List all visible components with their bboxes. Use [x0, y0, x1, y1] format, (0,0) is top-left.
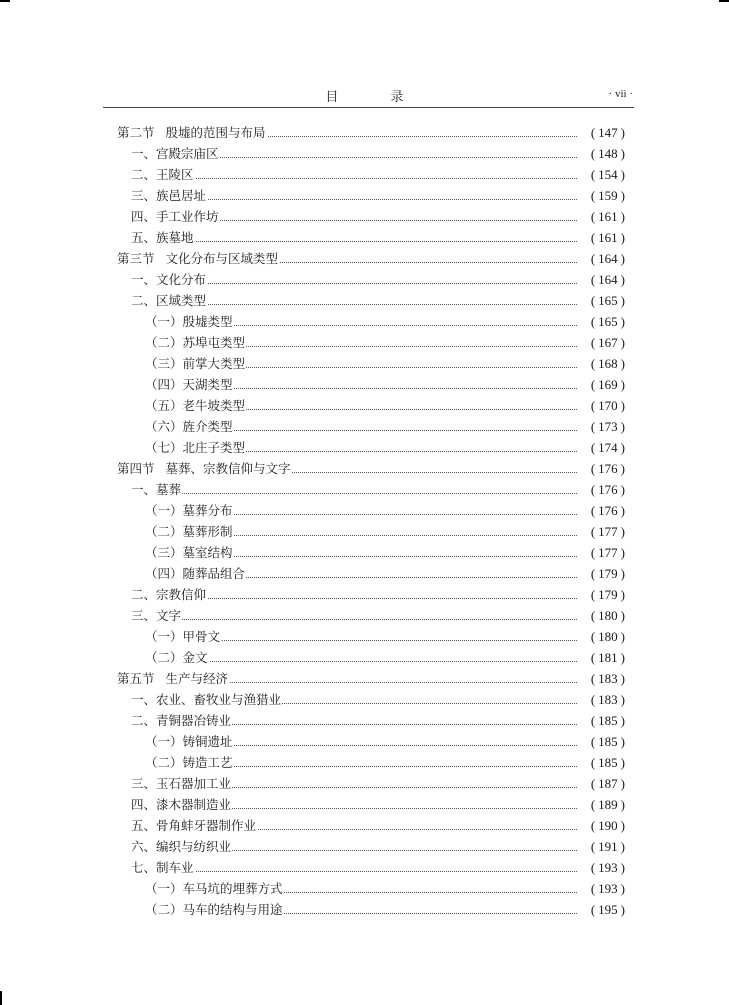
dot-leader: [140, 303, 619, 305]
open-paren: (: [590, 356, 596, 371]
crop-mark-bottom-left: [0, 991, 2, 1005]
page-value: 169: [598, 377, 618, 392]
toc-page-number: [577, 794, 625, 815]
toc-entry-row[interactable]: [0, 773, 729, 794]
open-paren: (: [590, 251, 596, 266]
toc-entry-row[interactable]: [0, 752, 729, 773]
page-value: 165: [598, 293, 618, 308]
page-value: 180: [598, 608, 618, 623]
close-paren: ): [620, 629, 625, 644]
close-paren: ): [620, 440, 625, 455]
toc-entry-row[interactable]: [0, 479, 729, 500]
entry-text: 七、制车业: [131, 860, 194, 875]
entry-text: 二、青铜器冶铸业: [131, 713, 232, 728]
page-value: 179: [598, 587, 618, 602]
dot-leader: [140, 198, 619, 200]
toc-entry-title: [145, 311, 234, 332]
close-paren: ): [620, 419, 625, 434]
toc-entry-row[interactable]: [0, 584, 729, 605]
toc-entry-row[interactable]: [0, 332, 729, 353]
toc-entry-title: [145, 437, 246, 458]
open-paren: (: [590, 167, 596, 182]
close-paren: ): [620, 713, 625, 728]
toc-page-number: [577, 521, 625, 542]
toc-page-number: [577, 248, 625, 269]
entry-text: 三、族邑居址: [131, 188, 207, 203]
dot-leader: [140, 492, 619, 494]
open-paren: (: [590, 482, 596, 497]
page-value: 177: [598, 524, 618, 539]
toc-entry-row[interactable]: [0, 269, 729, 290]
toc-entry-row[interactable]: [0, 185, 729, 206]
toc-entry-row[interactable]: [0, 836, 729, 857]
entry-text: 四、手工业作坊: [131, 209, 219, 224]
toc-page-number: [577, 689, 625, 710]
toc-page-number: [577, 374, 625, 395]
toc-entry-title: [131, 164, 195, 185]
toc-entry-title: [145, 647, 209, 668]
page-value: 159: [598, 188, 618, 203]
open-paren: (: [590, 545, 596, 560]
open-paren: (: [590, 398, 596, 413]
toc-entry-title: [117, 248, 279, 269]
page-value: 147: [598, 125, 618, 140]
toc-entry-title: [145, 626, 221, 647]
section-number: 第三节: [117, 251, 155, 266]
toc-entry-title: [145, 332, 246, 353]
close-paren: ): [620, 902, 625, 917]
entry-text: （一）车马坑的埋葬方式: [145, 881, 283, 896]
page-value: 185: [598, 734, 618, 749]
toc-page-number: [577, 437, 625, 458]
toc-page-number: [577, 122, 625, 143]
close-paren: ): [620, 335, 625, 350]
entry-text: （一）甲骨文: [145, 629, 221, 644]
entry-text: 二、王陵区: [131, 167, 194, 182]
toc-page-number: [577, 542, 625, 563]
toc-entry-title: [131, 857, 195, 878]
toc-page-number: [577, 416, 625, 437]
page-value: 168: [598, 356, 618, 371]
toc-entry-title: [131, 143, 220, 164]
close-paren: ): [620, 545, 625, 560]
toc-entry-row[interactable]: [0, 227, 729, 248]
toc-entry-row[interactable]: [0, 878, 729, 899]
toc-page-number: [577, 185, 625, 206]
close-paren: ): [620, 251, 625, 266]
page-value: 183: [598, 671, 618, 686]
open-paren: (: [590, 839, 596, 854]
dot-leader: [160, 639, 619, 641]
entry-text: （三）前掌大类型: [145, 356, 246, 371]
toc-entry-row[interactable]: [0, 500, 729, 521]
toc-entry-row[interactable]: [0, 626, 729, 647]
toc-entry-title: [131, 206, 220, 227]
entry-text: 殷墟的范围与布局: [165, 125, 266, 140]
toc-entry-row[interactable]: [0, 143, 729, 164]
close-paren: ): [620, 209, 625, 224]
toc-section-row[interactable]: [0, 122, 729, 143]
page-value: 190: [598, 818, 618, 833]
entry-text: （二）马车的结构与用途: [145, 902, 283, 917]
header-divider: [103, 107, 634, 108]
toc-entry-title: [131, 710, 232, 731]
open-paren: (: [590, 881, 596, 896]
entry-text: 五、骨角蚌牙器制作业: [131, 818, 257, 833]
open-paren: (: [590, 755, 596, 770]
entry-text: 一、文化分布: [131, 272, 207, 287]
entry-text: （二）铸造工艺: [145, 755, 233, 770]
close-paren: ): [620, 566, 625, 581]
toc-section-row[interactable]: [0, 458, 729, 479]
section-number: 第二节: [117, 125, 155, 140]
toc-entry-row[interactable]: [0, 605, 729, 626]
close-paren: ): [620, 524, 625, 539]
open-paren: (: [590, 146, 596, 161]
page-value: 164: [598, 272, 618, 287]
page-value: 180: [598, 629, 618, 644]
entry-text: （二）金文: [145, 650, 208, 665]
toc-entry-row[interactable]: [0, 374, 729, 395]
toc-entry-title: [145, 416, 234, 437]
close-paren: ): [620, 482, 625, 497]
toc-entry-title: [131, 185, 207, 206]
entry-text: （四）随葬品组合: [145, 566, 246, 581]
close-paren: ): [620, 293, 625, 308]
close-paren: ): [620, 356, 625, 371]
toc-entry-title: [145, 731, 234, 752]
toc-page-number: [577, 395, 625, 416]
toc-entry-title: [131, 290, 207, 311]
section-number: 第五节: [117, 671, 155, 686]
toc-entry-title: [145, 899, 284, 920]
close-paren: ): [620, 146, 625, 161]
toc-entry-row[interactable]: [0, 899, 729, 920]
entry-text: 生产与经济: [165, 671, 229, 686]
page-title: 目 录: [325, 90, 428, 105]
entry-text: （一）墓葬分布: [145, 503, 233, 518]
toc-page-number: [577, 206, 625, 227]
toc-entry-title: [145, 500, 234, 521]
open-paren: (: [590, 692, 596, 707]
close-paren: ): [620, 167, 625, 182]
dot-leader: [140, 177, 619, 179]
entry-text: （七）北庄子类型: [145, 440, 246, 455]
page-value: 161: [598, 230, 618, 245]
close-paren: ): [620, 608, 625, 623]
toc-page-number: [577, 605, 625, 626]
close-paren: ): [620, 377, 625, 392]
dot-leader: [140, 870, 619, 872]
entry-text: （一）殷墟类型: [145, 314, 233, 329]
toc-page-number: [577, 878, 625, 899]
toc-entry-title: [131, 773, 232, 794]
section-number: 第四节: [117, 461, 155, 476]
open-paren: (: [590, 671, 596, 686]
entry-text: （四）天湖类型: [145, 377, 233, 392]
open-paren: (: [590, 377, 596, 392]
toc-entry-row[interactable]: [0, 311, 729, 332]
toc-page-number: [577, 227, 625, 248]
entry-text: （二）墓葬形制: [145, 524, 233, 539]
toc-page-number: [577, 290, 625, 311]
toc-entry-row[interactable]: [0, 395, 729, 416]
open-paren: (: [590, 629, 596, 644]
entry-text: （二）苏埠屯类型: [145, 335, 246, 350]
toc-page-number: [577, 458, 625, 479]
entry-text: 一、农业、畜牧业与渔猎业: [131, 692, 282, 707]
toc-page-number: [577, 899, 625, 920]
page-value: 161: [598, 209, 618, 224]
open-paren: (: [590, 293, 596, 308]
toc-entry-title: [131, 269, 207, 290]
entry-text: （六）旌介类型: [145, 419, 233, 434]
page-value: 187: [598, 776, 618, 791]
page-value: 170: [598, 398, 618, 413]
toc-entry-row[interactable]: [0, 647, 729, 668]
page-value: 193: [598, 860, 618, 875]
page-value: 181: [598, 650, 618, 665]
open-paren: (: [590, 734, 596, 749]
page-value: 165: [598, 314, 618, 329]
toc-page-number: [577, 353, 625, 374]
dot-leader: [140, 618, 619, 620]
page-value: 193: [598, 881, 618, 896]
open-paren: (: [590, 818, 596, 833]
toc-page-number: [577, 143, 625, 164]
page-value: 174: [598, 440, 618, 455]
toc-entry-row[interactable]: [0, 689, 729, 710]
toc-page-number: [577, 332, 625, 353]
entry-text: 四、漆木器制造业: [131, 797, 232, 812]
entry-text: （三）墓室结构: [145, 545, 233, 560]
toc-entry-title: [131, 815, 257, 836]
open-paren: (: [590, 650, 596, 665]
entry-text: 五、族墓地: [131, 230, 194, 245]
open-paren: (: [590, 587, 596, 602]
open-paren: (: [590, 335, 596, 350]
toc-page-number: [577, 269, 625, 290]
toc-entry-row[interactable]: [0, 164, 729, 185]
toc-entry-row[interactable]: [0, 206, 729, 227]
close-paren: ): [620, 734, 625, 749]
page-value: 191: [598, 839, 618, 854]
dot-leader: [140, 240, 619, 242]
toc-entry-row[interactable]: [0, 563, 729, 584]
page-value: 195: [598, 902, 618, 917]
toc-entry-row[interactable]: [0, 794, 729, 815]
close-paren: ): [620, 839, 625, 854]
close-paren: ): [620, 461, 625, 476]
close-paren: ): [620, 755, 625, 770]
toc-entry-title: [131, 584, 207, 605]
close-paren: ): [620, 314, 625, 329]
toc-entry-row[interactable]: [0, 290, 729, 311]
open-paren: (: [590, 272, 596, 287]
toc-entry-title: [131, 479, 182, 500]
close-paren: ): [620, 797, 625, 812]
page-value: 189: [598, 797, 618, 812]
toc-entry-title: [145, 878, 284, 899]
open-paren: (: [590, 230, 596, 245]
crop-mark-top-left: [0, 0, 10, 2]
entry-text: 一、墓葬: [131, 482, 182, 497]
close-paren: ): [620, 503, 625, 518]
toc-page-number: [577, 479, 625, 500]
open-paren: (: [590, 125, 596, 140]
toc-entry-row[interactable]: [0, 815, 729, 836]
toc-entry-row[interactable]: [0, 731, 729, 752]
toc-entry-title: [145, 542, 234, 563]
toc-page-number: [577, 584, 625, 605]
toc-entry-title: [145, 521, 234, 542]
toc-entry-title: [117, 668, 229, 689]
toc-entry-title: [131, 794, 232, 815]
page-value: 148: [598, 146, 618, 161]
close-paren: ): [620, 692, 625, 707]
page-value: 173: [598, 419, 618, 434]
toc-entry-row[interactable]: [0, 521, 729, 542]
close-paren: ): [620, 776, 625, 791]
toc-section-row[interactable]: [0, 668, 729, 689]
close-paren: ): [620, 188, 625, 203]
toc-page-number: [577, 710, 625, 731]
open-paren: (: [590, 713, 596, 728]
toc-entry-title: [117, 122, 267, 143]
page-value: 185: [598, 755, 618, 770]
open-paren: (: [590, 797, 596, 812]
toc-page-number: [577, 815, 625, 836]
page-value: 177: [598, 545, 618, 560]
close-paren: ): [620, 671, 625, 686]
toc-page-number: [577, 857, 625, 878]
toc-page-number: [577, 563, 625, 584]
toc-page-number: [577, 311, 625, 332]
toc-page-number: [577, 773, 625, 794]
toc-page-number: [577, 752, 625, 773]
page-value: 183: [598, 692, 618, 707]
close-paren: ): [620, 587, 625, 602]
toc-page-number: [577, 836, 625, 857]
dot-leader: [140, 597, 619, 599]
toc-entry-row[interactable]: [0, 542, 729, 563]
open-paren: (: [590, 566, 596, 581]
toc-page-number: [577, 164, 625, 185]
page-value: 179: [598, 566, 618, 581]
entry-text: 三、文字: [131, 608, 182, 623]
page-value: 185: [598, 713, 618, 728]
entry-text: 二、宗教信仰: [131, 587, 207, 602]
open-paren: (: [590, 314, 596, 329]
toc-page-number: [577, 731, 625, 752]
open-paren: (: [590, 608, 596, 623]
toc-entry-title: [145, 752, 234, 773]
toc-section-row[interactable]: [0, 248, 729, 269]
toc-entry-title: [145, 563, 246, 584]
toc-entry-title: [145, 374, 234, 395]
toc-entry-title: [131, 227, 195, 248]
page-value: 164: [598, 251, 618, 266]
open-paren: (: [590, 209, 596, 224]
page-value: 176: [598, 461, 618, 476]
open-paren: (: [590, 188, 596, 203]
close-paren: ): [620, 860, 625, 875]
page-value: 154: [598, 167, 618, 182]
page-value: 167: [598, 335, 618, 350]
open-paren: (: [590, 902, 596, 917]
entry-text: （一）铸铜遗址: [145, 734, 233, 749]
toc-entry-title: [145, 353, 246, 374]
toc-page-number: [577, 668, 625, 689]
toc-entry-title: [145, 395, 246, 416]
close-paren: ): [620, 881, 625, 896]
crop-mark-top-right: [719, 0, 729, 2]
open-paren: (: [590, 440, 596, 455]
entry-text: 二、区域类型: [131, 293, 207, 308]
entry-text: 一、宫殿宗庙区: [131, 146, 219, 161]
toc-page-number: [577, 626, 625, 647]
close-paren: ): [620, 272, 625, 287]
open-paren: (: [590, 860, 596, 875]
close-paren: ): [620, 818, 625, 833]
entry-text: 六、编织与纺织业: [131, 839, 232, 854]
open-paren: (: [590, 776, 596, 791]
entry-text: 文化分布与区域类型: [165, 251, 279, 266]
open-paren: (: [590, 461, 596, 476]
toc-entry-row[interactable]: [0, 710, 729, 731]
toc-page-number: [577, 500, 625, 521]
toc-entry-row[interactable]: [0, 416, 729, 437]
toc-entry-title: [131, 836, 232, 857]
toc-page-number: [577, 647, 625, 668]
entry-text: 三、玉石器加工业: [131, 776, 232, 791]
close-paren: ): [620, 125, 625, 140]
dot-leader: [160, 660, 619, 662]
dot-leader: [140, 282, 619, 284]
close-paren: ): [620, 650, 625, 665]
entry-text: 墓葬、宗教信仰与文字: [165, 461, 291, 476]
toc-entry-row[interactable]: [0, 353, 729, 374]
open-paren: (: [590, 503, 596, 518]
page-number-label: · vii ·: [608, 88, 633, 100]
toc-entry-title: [131, 689, 282, 710]
entry-text: （五）老牛坡类型: [145, 398, 246, 413]
close-paren: ): [620, 230, 625, 245]
open-paren: (: [590, 524, 596, 539]
toc-entry-row[interactable]: [0, 857, 729, 878]
page-value: 176: [598, 503, 618, 518]
toc-entry-row[interactable]: [0, 437, 729, 458]
page-value: 176: [598, 482, 618, 497]
toc-entry-title: [131, 605, 182, 626]
table-of-contents: [0, 122, 729, 920]
close-paren: ): [620, 398, 625, 413]
open-paren: (: [590, 419, 596, 434]
toc-entry-title: [117, 458, 292, 479]
